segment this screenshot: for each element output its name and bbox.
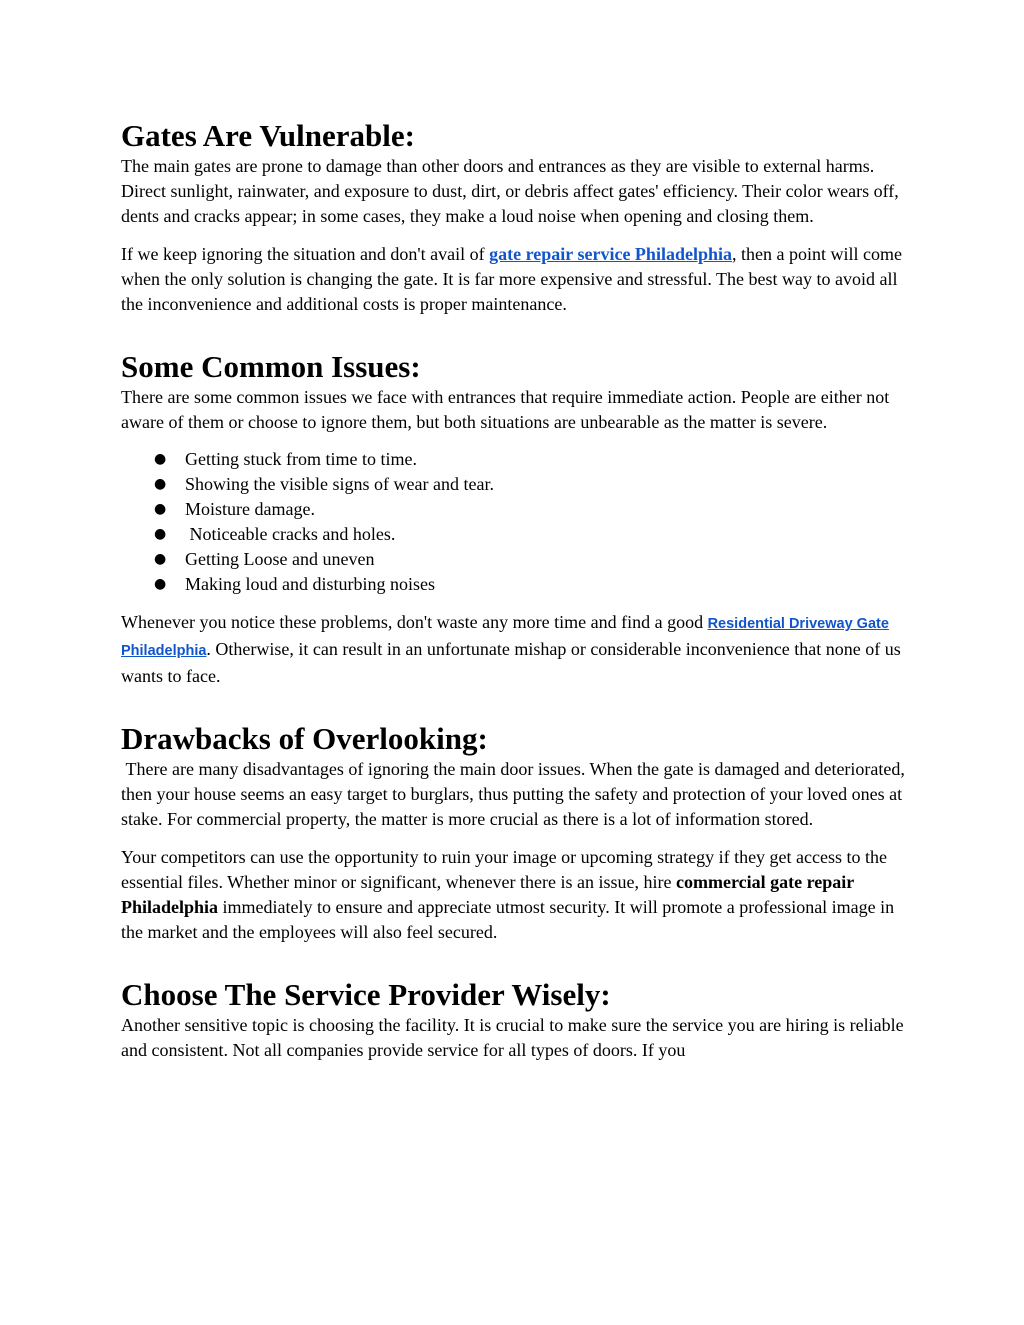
bold-text: commercial gate repair Philadelphia	[121, 872, 854, 917]
issues-list	[121, 447, 906, 597]
list-item-text: Moisture damage.	[185, 499, 315, 519]
list-item-text: Getting stuck from time to time.	[185, 449, 417, 469]
list-item-text: Getting Loose and uneven	[185, 549, 375, 569]
paragraph: Another sensitive topic is choosing the facility. It is crucial to make sure the service you are hiring is reliable and consistent. Not all companies provide service for all types of doors. If you	[121, 1015, 904, 1060]
heading-some-common-issues: Some Common Issues:	[121, 349, 421, 384]
heading-gates-are-vulnerable: Gates Are Vulnerable:	[121, 118, 415, 153]
paragraph-with-link	[121, 242, 906, 317]
heading-drawbacks-of-overlooking: Drawbacks of Overlooking:	[121, 721, 488, 756]
paragraph-with-bold	[121, 845, 906, 945]
paragraph: There are many disadvantages of ignoring the main door issues. When the gate is damaged and deteriorated, then your house seems an easy target to burglars, thus putting the safety and protection of your loved ones at stake. For commercial property, the matter is more crucial as there is a lot of information stored.	[121, 759, 910, 829]
document-page	[121, 118, 910, 1063]
bullet-icon: ●	[154, 451, 167, 467]
paragraph: There are some common issues we face with entrances that require immediate action. People are either not aware of them or choose to ignore them, but both situations are unbearable as the matter is severe.	[121, 387, 890, 432]
bullet-icon: ●	[154, 476, 167, 492]
heading-choose-the-service-provider: Choose The Service Provider Wisely:	[121, 977, 611, 1012]
bullet-icon: ●	[154, 501, 167, 517]
list-item	[154, 497, 906, 522]
text: Whenever you notice these problems, don't waste any more time and find a good	[121, 612, 708, 632]
paragraph: The main gates are prone to damage than other doors and entrances as they are visible to external harms. Direct sunlight, rainwater, and exposure to dust, dirt, or debris affect gates' efficiency. Their color wears off, dents and cracks appear; in some cases, they make a loud noise when opening and closing them.	[121, 156, 899, 226]
list-item	[154, 472, 906, 497]
list-item-text: Making loud and disturbing noises	[185, 574, 435, 594]
bullet-icon: ●	[154, 526, 167, 542]
bullet-icon: ●	[154, 551, 167, 567]
paragraph-with-link	[121, 610, 906, 689]
text: Your competitors can use the opportunity to ruin your image or upcoming strategy if they get access to the essential files. Whether minor or significant, whenever there is an issue, hire	[121, 847, 888, 892]
gate-repair-service-link[interactable]: gate repair service Philadelphia	[489, 244, 732, 264]
list-item	[154, 447, 906, 472]
text: , then a point will come when the only solution is changing the gate. It is far more expensive and stressful. The best way to avoid all the inconvenience and additional costs is proper maintenance.	[121, 244, 902, 314]
list-item-text: Noticeable cracks and holes.	[185, 524, 396, 544]
list-item	[154, 547, 906, 572]
text: immediately to ensure and appreciate utmost security. It will promote a professional image in the market and the employees will also feel secured.	[121, 897, 895, 942]
bullet-icon: ●	[154, 576, 167, 592]
list-item	[154, 522, 906, 547]
residential-driveway-gate-link[interactable]: Residential Driveway Gate Philadelphia	[121, 616, 889, 659]
list-item	[154, 572, 906, 597]
text: If we keep ignoring the situation and don't avail of	[121, 244, 490, 264]
list-item-text: Showing the visible signs of wear and tear.	[185, 474, 494, 494]
text: . Otherwise, it can result in an unfortunate mishap or considerable inconvenience that none of us wants to face.	[121, 639, 901, 686]
